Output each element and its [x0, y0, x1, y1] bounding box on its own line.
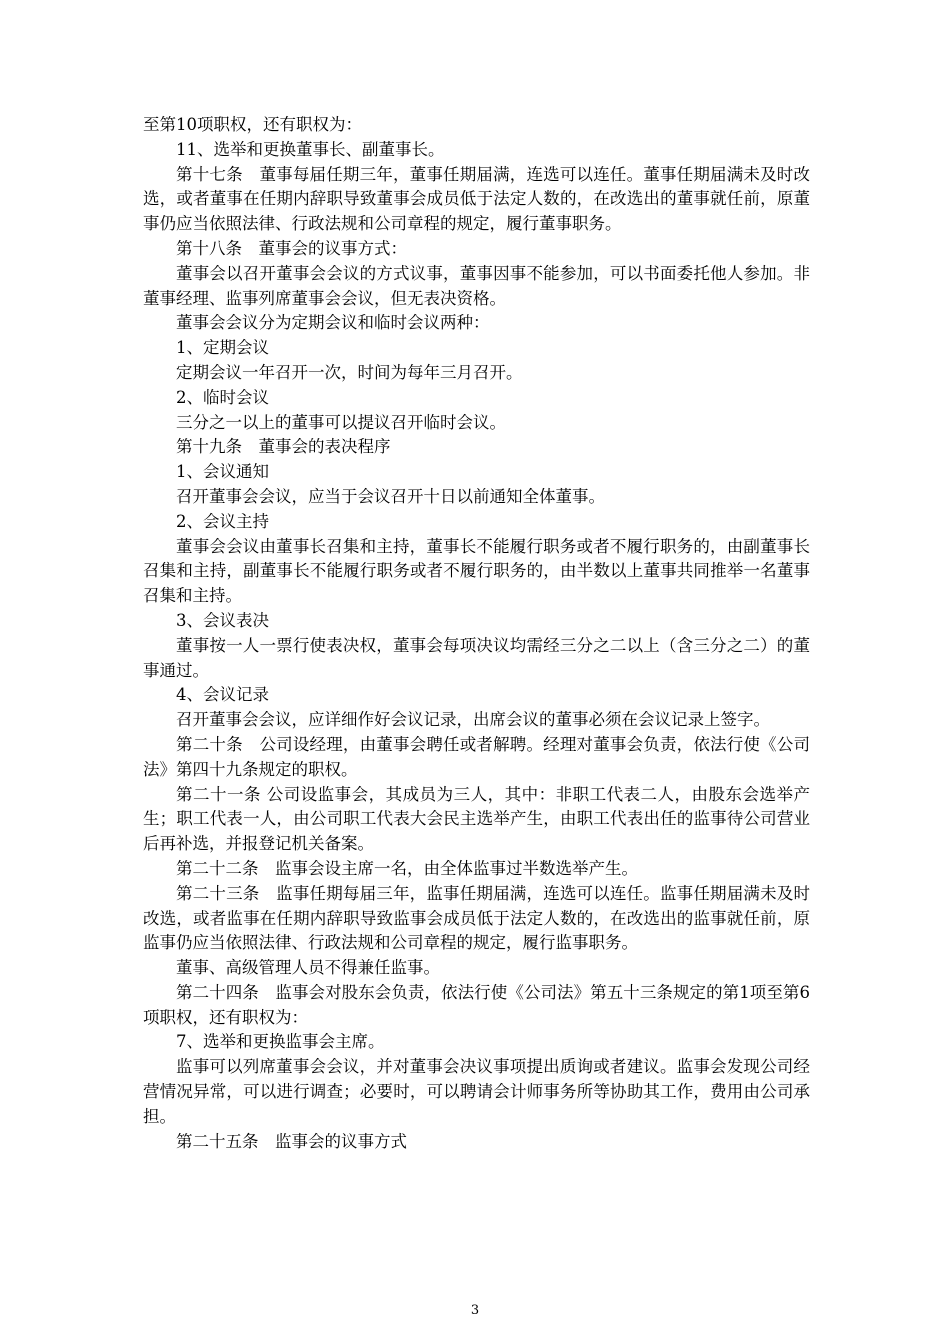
paragraph-meeting-record-heading: 4、会议记录 — [176, 685, 269, 705]
paragraph-article-24: 第二十四条 监事会对股东会负责，依法行使《公司法》第五十三条规定的第1项至第6项职权，还有职权为： — [143, 982, 810, 1027]
paragraph-no-concurrent-posts: 董事、高级管理人员不得兼任监事。 — [176, 958, 440, 978]
paragraph-meeting-vote-text: 董事按一人一票行使表决权，董事会每项决议均需经三分之二以上（含三分之二）的董事通过。 — [143, 635, 810, 680]
paragraph-meeting-chair-heading: 2、会议主持 — [176, 511, 269, 531]
paragraph-article-25: 第二十五条 监事会的议事方式 — [176, 1131, 407, 1151]
paragraph-meeting-chair-text: 董事会会议由董事长召集和主持，董事长不能履行职务或者不履行职务的，由副董事长召集和主持，副董事长不能履行职务或者不履行职务的，由半数以上董事共同推举一名董事召集和主持。 — [143, 536, 810, 606]
paragraph-temporary-meeting-text: 三分之一以上的董事可以提议召开临时会议。 — [176, 412, 506, 432]
paragraph-meeting-record-text: 召开董事会会议，应详细作好会议记录，出席会议的董事必须在会议记录上签字。 — [176, 710, 770, 730]
paragraph-continuation: 至第10项职权，还有职权为： — [143, 115, 362, 134]
paragraph-supervisor-rights: 监事可以列席董事会会议，并对董事会决议事项提出质询或者建议。监事会发现公司经营情况异常，可以进行调查；必要时，可以聘请会计师事务所等协助其工作，费用由公司承担。 — [143, 1057, 810, 1126]
paragraph-article-19: 第十九条 董事会的表决程序 — [176, 437, 391, 457]
paragraph-article-23: 第二十三条 监事任期每届三年，监事任期届满，连选可以连任。监事任期届满未及时改选，或者监事在任期内辞职导致监事会成员低于法定人数的，在改选出的监事就任前，原监事仍应当依照法律、行政法规和公司章程的规定，履行监事职务。 — [143, 883, 810, 953]
paragraph-temporary-meeting-heading: 2、临时会议 — [176, 387, 269, 407]
paragraph-meeting-types: 董事会会议分为定期会议和临时会议两种： — [176, 313, 490, 333]
paragraph-meeting-notice-text: 召开董事会会议，应当于会议召开十日以前通知全体董事。 — [176, 486, 605, 506]
paragraph-regular-meeting-heading: 1、定期会议 — [176, 338, 269, 358]
paragraph-article-21: 第二十一条 公司设监事会，其成员为三人，其中：非职工代表二人，由股东会选举产生；职工代表一人，由公司职工代表大会民主选举产生，由职工代表出任的监事待公司营业后再补选，并报登记机关备案。 — [143, 784, 810, 854]
paragraph-meeting-notice-heading: 1、会议通知 — [176, 462, 269, 482]
paragraph-article-18: 第十八条 董事会的议事方式： — [176, 238, 407, 258]
paragraph-meeting-vote-heading: 3、会议表决 — [176, 610, 269, 630]
paragraph-item-11: 11、选举和更换董事长、副董事长。 — [176, 139, 445, 159]
paragraph-item-7: 7、选举和更换监事会主席。 — [176, 1032, 385, 1052]
document-body — [143, 113, 810, 1154]
page-number: 3 — [470, 1303, 480, 1318]
paragraph-board-meeting-method: 董事会以召开董事会会议的方式议事，董事因事不能参加，可以书面委托他人参加。非董事经理、监事列席董事会会议，但无表决资格。 — [143, 263, 810, 308]
paragraph-article-22: 第二十二条 监事会设主席一名，由全体监事过半数选举产生。 — [176, 858, 638, 878]
paragraph-regular-meeting-text: 定期会议一年召开一次，时间为每年三月召开。 — [176, 362, 523, 382]
paragraph-article-17: 第十七条 董事每届任期三年，董事任期届满，连选可以连任。董事任期届满未及时改选，或者董事在任期内辞职导致董事会成员低于法定人数的，在改选出的董事就任前，原董事仍应当依照法律、行政法规和公司章程的规定，履行董事职务。 — [143, 164, 810, 234]
paragraph-article-20: 第二十条 公司设经理，由董事会聘任或者解聘。经理对董事会负责，依法行使《公司法》第四十九条规定的职权。 — [143, 734, 810, 779]
